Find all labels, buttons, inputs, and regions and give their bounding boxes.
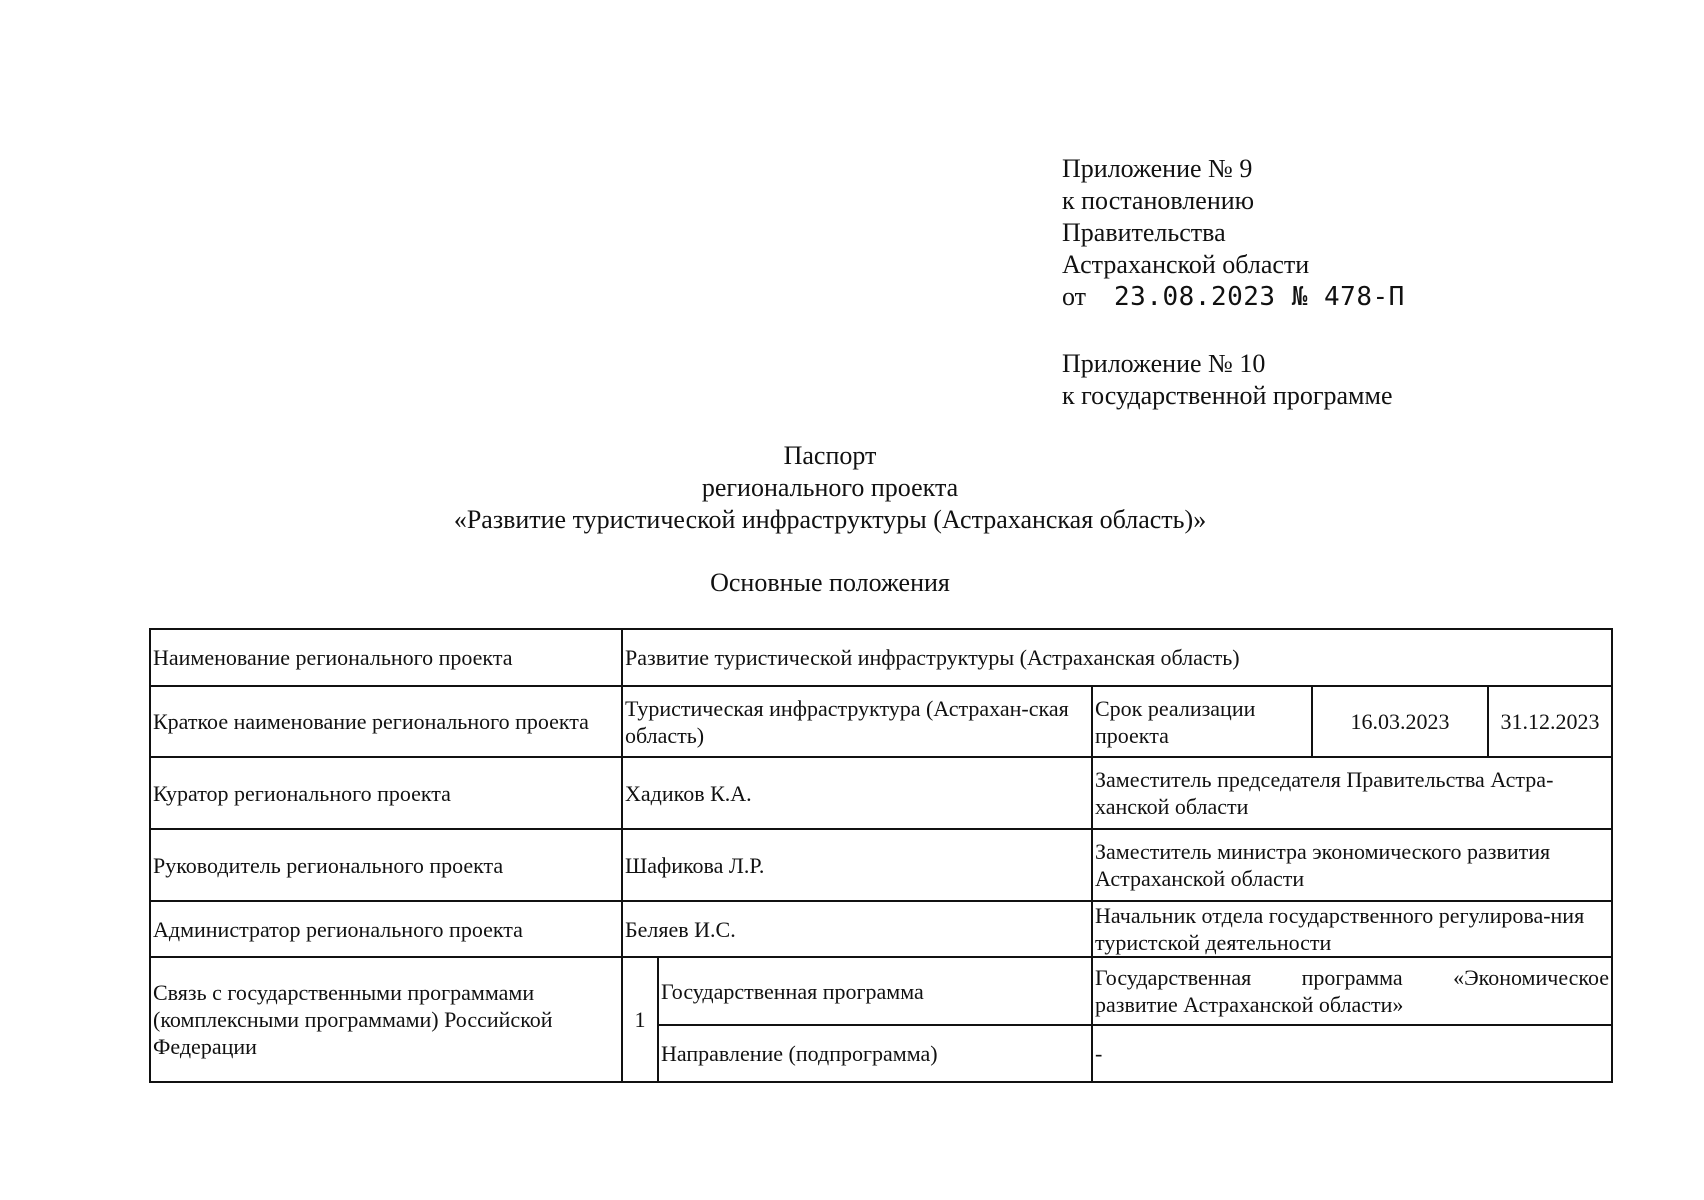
project-name-value: Развитие туристической инфраструктуры (Астраханская область) [622, 629, 1612, 686]
direction-value: - [1092, 1025, 1612, 1082]
administrator-label: Администратор регионального проекта [150, 901, 622, 957]
direction-label: Направление (подпрограмма) [658, 1025, 1092, 1082]
table-row [150, 957, 1612, 1025]
state-program-value [1092, 957, 1612, 1025]
title-regional-project: регионального проекта [701, 473, 959, 502]
manager-position: Заместитель министра экономического развития Астраханской области [1092, 829, 1612, 901]
program-link-label: Связь с государственными программами (комплексными программами) Российской Федерации [150, 957, 622, 1082]
state-program-label: Государственная программа [658, 957, 1092, 1025]
title-passport: Паспорт [783, 441, 877, 470]
short-name-value: Туристическая инфраструктура (Астрахан-ская область) [622, 686, 1092, 757]
table-row [150, 629, 1612, 686]
table-row [150, 686, 1612, 757]
appendix-9-title: Приложение № 9 [1062, 154, 1253, 183]
term-label: Срок реализации проекта [1092, 686, 1312, 757]
appendix-9-government: Правительства [1062, 218, 1226, 247]
curator-position: Заместитель председателя Правительства Астра-ханской области [1092, 757, 1612, 829]
table-row [150, 757, 1612, 829]
appendix-9-region: Астраханской области [1062, 250, 1310, 279]
curator-person: Хадиков К.А. [622, 757, 1092, 829]
administrator-position: Начальник отдела государственного регулирова-ния туристской деятельности [1092, 901, 1612, 957]
start-date: 16.03.2023 [1312, 686, 1488, 757]
appendix-10-block [1062, 348, 1393, 412]
administrator-person: Беляев И.С. [622, 901, 1092, 957]
manager-label: Руководитель регионального проекта [150, 829, 622, 901]
section-subtitle: Основные положения [710, 568, 950, 597]
project-name-label: Наименование регионального проекта [150, 629, 622, 686]
curator-label: Куратор регионального проекта [150, 757, 622, 829]
from-label: от [1062, 282, 1087, 311]
state-program-value-line1: Государственная программа «Экономическое [1095, 965, 1609, 990]
appendix-9-date-line [1062, 281, 1405, 313]
resolution-date-number: 23.08.2023 № 478-П [1114, 282, 1405, 312]
appendix-9-resolution: к постановлению [1062, 186, 1255, 215]
end-date: 31.12.2023 [1488, 686, 1612, 757]
short-name-label: Краткое наименование регионального проекта [150, 686, 622, 757]
title-project-name: «Развитие туристической инфраструктуры (Астраханская область)» [453, 505, 1207, 534]
table-row [150, 901, 1612, 957]
document-title [0, 440, 1660, 536]
table-row [150, 829, 1612, 901]
appendix-10-program: к государственной программе [1062, 381, 1393, 410]
project-passport-table [149, 628, 1613, 1083]
appendix-9-block [1062, 153, 1405, 313]
manager-person: Шафикова Л.Р. [622, 829, 1092, 901]
appendix-10-title: Приложение № 10 [1062, 349, 1266, 378]
program-number: 1 [622, 957, 658, 1082]
state-program-value-line2: развитие Астраханской области» [1095, 992, 1404, 1017]
